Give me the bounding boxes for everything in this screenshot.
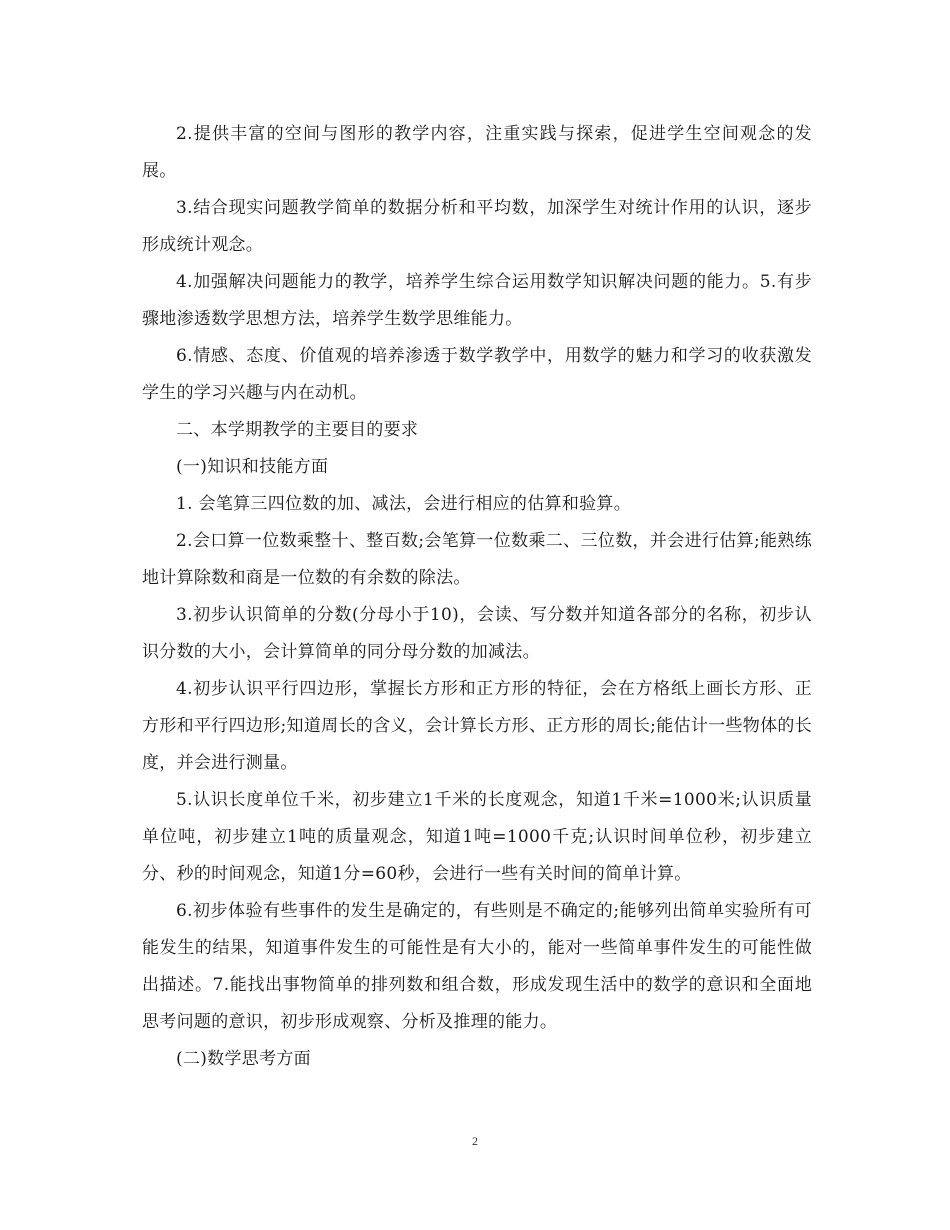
document-body xyxy=(142,116,812,1078)
paragraph: 4.加强解决问题能力的教学，培养学生综合运用数学知识解决问题的能力。5.有步骤地渗透数学思想方法，培养学生数学思维能力。 xyxy=(142,272,812,329)
section-heading: 二、本学期教学的主要目的要求 xyxy=(176,420,419,440)
paragraph: 6.情感、态度、价值观的培养渗透于数学教学中，用数学的魅力和学习的收获激发学生的学习兴趣与内在动机。 xyxy=(142,346,812,403)
paragraph: 3.结合现实问题教学简单的数据分析和平均数，加深学生对统计作用的认识，逐步形成统计观念。 xyxy=(142,198,812,255)
paragraph: 2.会口算一位数乘整十、整百数;会笔算一位数乘二、三位数，并会进行估算;能熟练地计算除数和商是一位数的有余数的除法。 xyxy=(142,531,812,588)
page-number: 2 xyxy=(472,1134,478,1148)
paragraph: 6.初步体验有些事件的发生是确定的，有些则是不确定的;能够列出简单实验所有可能发生的结果，知道事件发生的可能性是有大小的，能对一些简单事件发生的可能性做出描述。7.能找出事物简单的排列数和组合数，形成发现生活中的数学的意识和全面地思考问题的意识，初步形成观察、分析及推理的能力。 xyxy=(142,901,812,1032)
paragraph: 3.初步认识简单的分数(分母小于10)，会读、写分数并知道各部分的名称，初步认识分数的大小，会计算简单的同分母分数的加减法。 xyxy=(142,605,812,662)
paragraph: 4.初步认识平行四边形，掌握长方形和正方形的特征，会在方格纸上画长方形、正方形和平行四边形;知道周长的含义，会计算长方形、正方形的周长;能估计一些物体的长度，并会进行测量。 xyxy=(142,679,812,773)
subsection-heading: (一)知识和技能方面 xyxy=(176,457,329,477)
paragraph: 5.认识长度单位千米，初步建立1千米的长度观念，知道1千米=1000米;认识质量单位吨，初步建立1吨的质量观念，知道1吨=1000千克;认识时间单位秒，初步建立分、秒的时间观念，知道1分=60秒，会进行一些有关时间的简单计算。 xyxy=(142,790,812,884)
paragraph: 1. 会笔算三四位数的加、减法，会进行相应的估算和验算。 xyxy=(176,494,632,514)
subsection-heading: (二)数学思考方面 xyxy=(176,1049,311,1069)
paragraph: 2.提供丰富的空间与图形的教学内容，注重实践与探索，促进学生空间观念的发展。 xyxy=(142,124,812,181)
